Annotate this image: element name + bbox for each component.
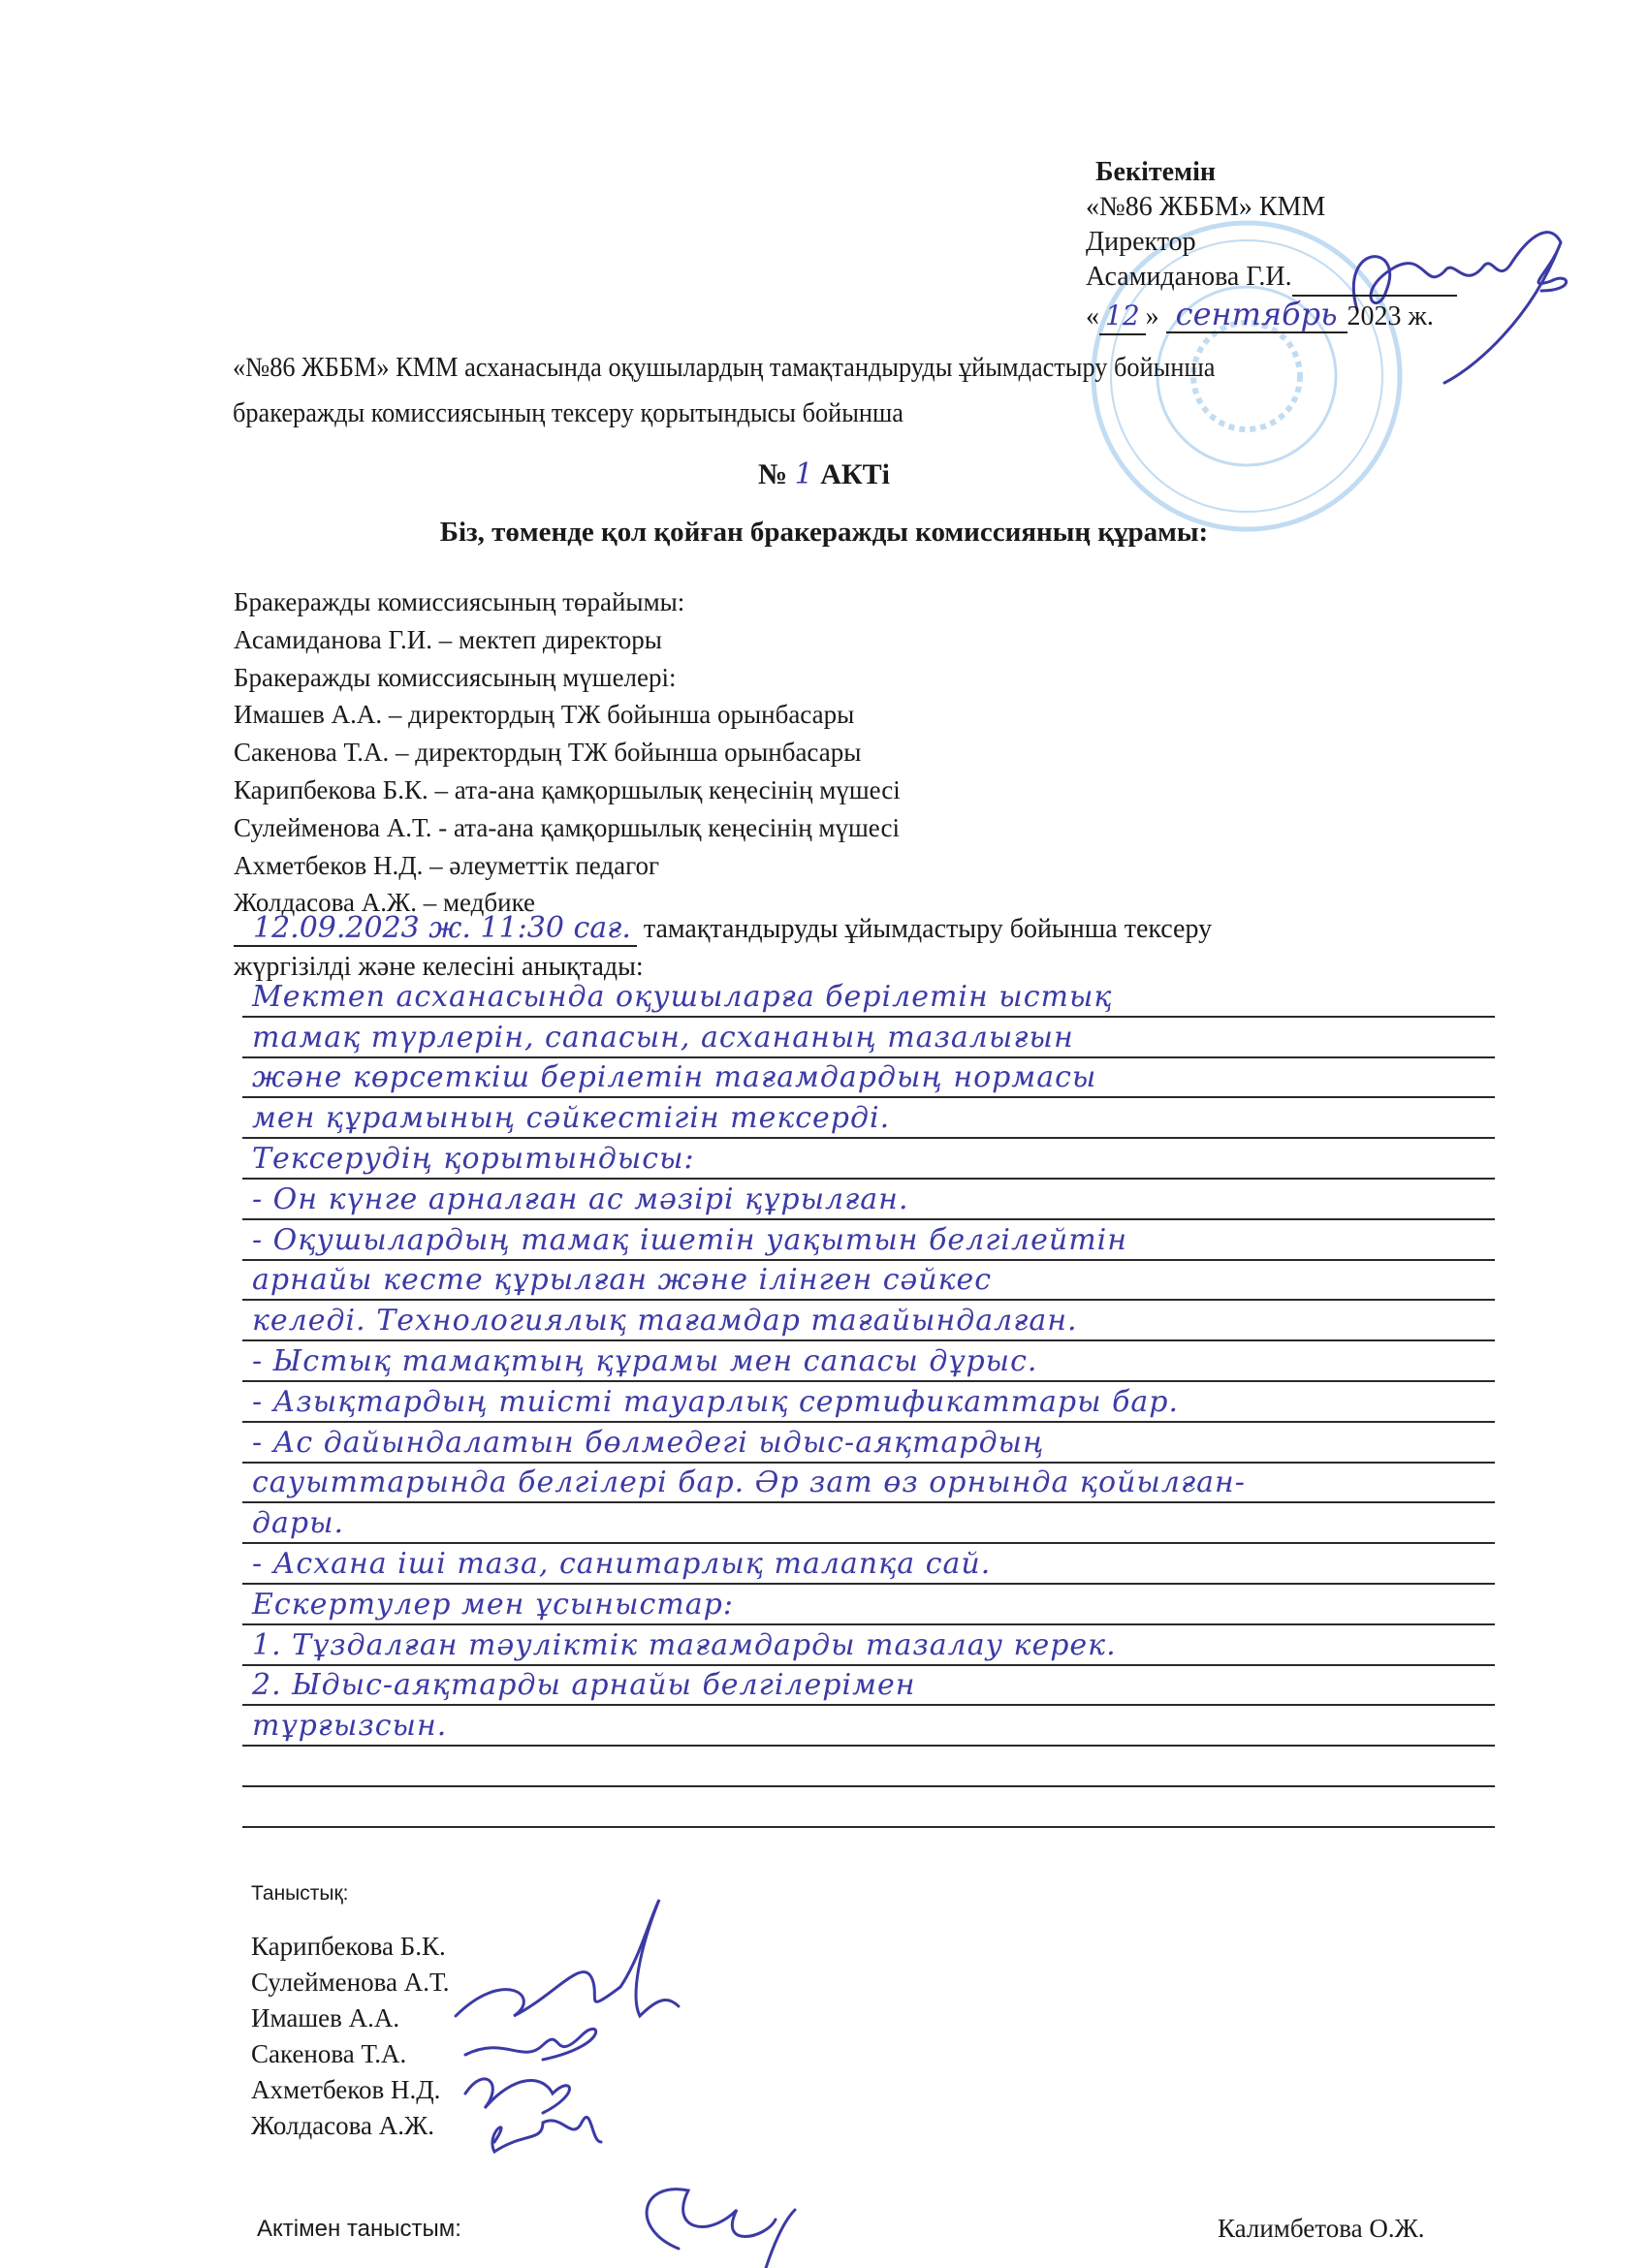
ruled-line bbox=[242, 1706, 1495, 1747]
ruled-line bbox=[242, 977, 1495, 1018]
document-title bbox=[233, 345, 1215, 436]
handwritten-finding: сауыттарында белгілері бар. Әр зат өз орнында қойылған- bbox=[252, 1465, 1246, 1500]
approval-year: 2023 ж. bbox=[1347, 301, 1434, 331]
approval-name: Асамиданова Г.И. bbox=[1086, 262, 1292, 292]
signature-karipbekova bbox=[456, 1900, 679, 2016]
member-line: Бракеражды комиссиясының төрайымы: bbox=[234, 587, 685, 616]
signature-imashev bbox=[465, 2029, 596, 2060]
signer-name: Карипбекова Б.К. bbox=[251, 1932, 446, 1961]
date-quote-open: « bbox=[1086, 301, 1099, 331]
ruled-line bbox=[242, 1666, 1495, 1707]
familiarized-label: Таныстық: bbox=[251, 1882, 349, 1905]
member-line: Ахметбеков Н.Д. – әлеуметтік педагог bbox=[234, 850, 660, 880]
ruled-line bbox=[242, 1341, 1495, 1382]
ruled-line bbox=[242, 1464, 1495, 1504]
handwritten-finding: мен құрамының сәйкестігін тексерді. bbox=[252, 1101, 891, 1136]
approval-month: сентябрь bbox=[1166, 297, 1347, 333]
handwritten-finding: - Ыстық тамақтың құрамы мен сапасы дұрыс. bbox=[252, 1343, 1038, 1378]
handwritten-finding: - Асхана іші таза, санитарлық талапқа сай. bbox=[252, 1546, 992, 1581]
title-line-2: бракеражды комиссиясының тексеру қорытындысы бойынша bbox=[233, 398, 903, 428]
ruled-line bbox=[242, 1098, 1495, 1139]
composition-heading: Біз, төменде қол қойған бракеражды комиссияның құрамы: bbox=[439, 517, 1209, 548]
ruled-line bbox=[242, 1301, 1495, 1341]
act-number-sign: № bbox=[757, 458, 788, 490]
handwritten-findings bbox=[242, 977, 1495, 1828]
handwritten-finding: арнайы кесте құрылған және ілінген сәйкес bbox=[252, 1263, 993, 1298]
handwritten-finding: дары. bbox=[252, 1506, 345, 1541]
ruled-line bbox=[242, 1180, 1495, 1220]
handwritten-finding: тұрғызсын. bbox=[252, 1709, 448, 1744]
ruled-line bbox=[242, 1382, 1495, 1423]
approval-position: Директор bbox=[1086, 227, 1196, 257]
inspection-text: тамақтандыруды ұйымдастыру бойынша тексеру bbox=[643, 914, 1213, 944]
signature-zholdasova bbox=[492, 2117, 601, 2152]
date-quote-close: » bbox=[1145, 301, 1159, 331]
approval-heading: Бекітемін bbox=[1095, 157, 1217, 187]
signer-name: Имашев А.А. bbox=[251, 2003, 400, 2032]
handwritten-finding: - Оқушылардың тамақ ішетін уақытын белгілейтін bbox=[252, 1222, 1128, 1257]
handwritten-finding: 1. Тұздалған тәуліктік тағамдарды тазалау керек. bbox=[252, 1627, 1117, 1662]
approval-block bbox=[1086, 155, 1457, 335]
ruled-line bbox=[242, 1261, 1495, 1302]
member-line: Карипбекова Б.К. – ата-ана қамқоршылық кеңесінің мүшесі bbox=[234, 774, 901, 804]
approval-org: «№86 ЖББМ» КММ bbox=[1086, 192, 1326, 222]
ruled-line bbox=[242, 1503, 1495, 1544]
member-line: Сакенова Т.А. – директордың ТЖ бойынша орынбасары bbox=[234, 738, 862, 768]
acknowledgement-label: Актімен таныстым: bbox=[257, 2216, 461, 2242]
signer-name: Ахметбеков Н.Д. bbox=[251, 2075, 441, 2104]
handwritten-finding: Ескертулер мен ұсыныстар: bbox=[252, 1587, 734, 1622]
commission-members bbox=[234, 583, 901, 922]
inspection-line-2: жүргізілді және келесіні анықтады: bbox=[234, 952, 644, 982]
ruled-line bbox=[242, 1220, 1495, 1261]
handwritten-finding: Мектеп асханасында оқушыларға берілетін ыстық bbox=[252, 979, 1113, 1014]
handwritten-finding: - Азықтардың тиісті тауарлық сертификаттары бар. bbox=[252, 1384, 1180, 1419]
member-line: Сулейменова А.Т. - ата-ана қамқоршылық кеңесінің мүшесі bbox=[234, 812, 900, 842]
act-number-value: 1 bbox=[794, 457, 813, 491]
title-line-1: «№86 ЖББМ» КММ асханасында оқушылардың тамақтандыруды ұйымдастыру бойынша bbox=[233, 353, 1216, 383]
signer-name: Жолдасова А.Ж. bbox=[251, 2111, 434, 2140]
handwritten-finding: - Он күнге арналған ас мәзірі құрылған. bbox=[252, 1181, 909, 1216]
signature-sakenova bbox=[465, 2079, 570, 2113]
handwritten-finding: - Ас дайындалатын бөлмедегі ыдыс-аяқтардың bbox=[252, 1425, 1045, 1460]
handwritten-finding: Тексерудің қорытындысы: bbox=[252, 1141, 695, 1176]
ruled-line bbox=[242, 1018, 1495, 1058]
member-line: Имашев А.А. – директордың ТЖ бойынша орынбасары bbox=[234, 700, 855, 730]
signer-name: Сулейменова А.Т. bbox=[251, 1968, 450, 1997]
member-line: Бракеражды комиссиясының мүшелері: bbox=[234, 662, 677, 692]
inspection-datetime: 12.09.2023 ж. 11:30 сағ. bbox=[234, 911, 637, 947]
member-line: Асамиданова Г.И. – мектеп директоры bbox=[234, 624, 662, 654]
ruled-line bbox=[242, 1058, 1495, 1099]
member-line: Жолдасова А.Ж. – медбике bbox=[234, 888, 536, 918]
ruled-line bbox=[242, 1585, 1495, 1625]
signature-line bbox=[1292, 260, 1457, 297]
ruled-line bbox=[242, 1625, 1495, 1666]
handwritten-finding: тамақ түрлерін, сапасын, асхананың тазалығын bbox=[252, 1020, 1074, 1055]
acknowledgement-name: Калимбетова О.Ж. bbox=[1218, 2214, 1425, 2243]
act-label: АКТі bbox=[820, 458, 890, 490]
signature-kalimbetova bbox=[647, 2189, 795, 2268]
ruled-line bbox=[242, 1747, 1495, 1787]
ruled-line bbox=[242, 1787, 1495, 1828]
approval-day: 12 bbox=[1099, 299, 1146, 335]
act-number bbox=[0, 457, 1648, 491]
inspection-datetime-line bbox=[234, 911, 1212, 947]
handwritten-finding: келеді. Технологиялық тағамдар тағайындалған. bbox=[252, 1304, 1078, 1339]
ruled-line bbox=[242, 1423, 1495, 1464]
signer-name: Сакенова Т.А. bbox=[251, 2039, 407, 2068]
handwritten-finding: 2. Ыдыс-аяқтарды арнайы белгілерімен bbox=[252, 1668, 916, 1703]
ruled-line bbox=[242, 1544, 1495, 1585]
signers-list bbox=[251, 1929, 450, 2144]
ruled-line bbox=[242, 1139, 1495, 1180]
handwritten-finding: және көрсеткіш берілетін тағамдардың нормасы bbox=[252, 1060, 1097, 1095]
